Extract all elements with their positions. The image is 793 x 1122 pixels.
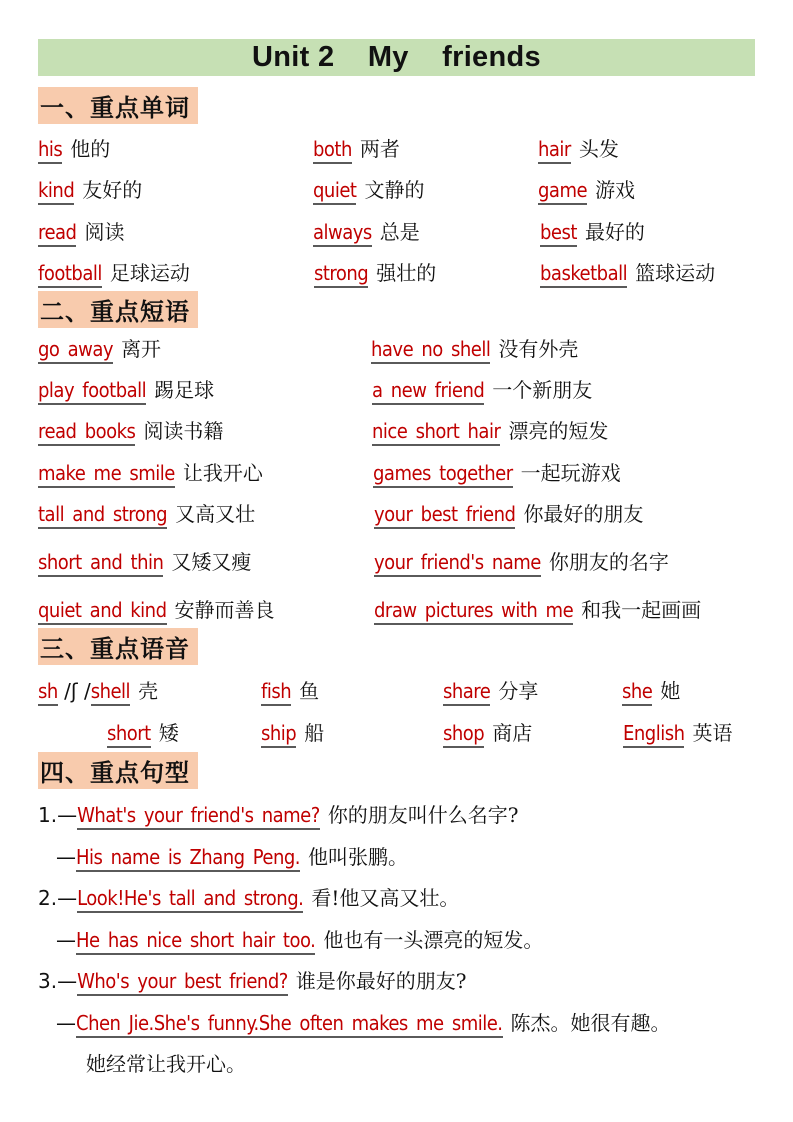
- sentence-en: He has nice short hair too.: [76, 928, 315, 955]
- phrase-item: [374, 594, 701, 625]
- word-item: [38, 257, 190, 288]
- word-zh: 文静的: [364, 178, 425, 202]
- sentence-prefix: —: [56, 845, 76, 869]
- phonics-word-en: English: [623, 721, 684, 748]
- phonics-word-zh: 她: [660, 679, 681, 703]
- phrase-zh: 漂亮的短发: [508, 419, 609, 443]
- phrase-zh: 没有外壳: [498, 337, 579, 361]
- word-item: [38, 174, 142, 205]
- section-heading-words: [38, 87, 198, 124]
- phonics-word-en: share: [443, 679, 490, 706]
- word-item: [38, 133, 110, 164]
- word-zh: 最好的: [584, 220, 645, 244]
- page-title: Unit 2 My friends: [252, 41, 541, 73]
- word-item: [540, 257, 715, 288]
- phrase-zh: 和我一起画画: [581, 598, 702, 622]
- section-heading-text: 四、重点句型: [40, 758, 190, 787]
- word-en: game: [538, 178, 587, 205]
- section-heading-phonics: [38, 628, 198, 665]
- phrase-item: [38, 498, 255, 529]
- word-en: best: [540, 220, 577, 247]
- sentence-item: [38, 799, 519, 830]
- phonics-word-zh: 矮: [158, 721, 179, 745]
- phonics-item: [107, 717, 179, 748]
- word-en: kind: [38, 178, 74, 205]
- word-zh: 他的: [70, 137, 111, 161]
- phrase-zh: 踢足球: [154, 378, 215, 402]
- phonics-word-en: she: [622, 679, 652, 706]
- word-zh: 两者: [359, 137, 400, 161]
- sentence-zh: 他也有一头漂亮的短发。: [323, 928, 544, 952]
- sentence-prefix: 1.—: [38, 803, 78, 827]
- sentence-zh: 谁是你最好的朋友?: [295, 969, 467, 993]
- phrase-en: play football: [38, 378, 146, 405]
- phonics-item: [261, 675, 319, 706]
- phonics-word-zh: 鱼: [299, 679, 320, 703]
- word-zh: 强壮的: [376, 261, 437, 285]
- word-zh: 足球运动: [109, 261, 190, 285]
- phonics-word-zh: 分享: [498, 679, 539, 703]
- phonics-letters: sh: [38, 679, 58, 706]
- sentence-en: His name is Zhang Peng.: [76, 845, 300, 872]
- word-zh: 游戏: [595, 178, 636, 202]
- phrase-zh: 阅读书籍: [143, 419, 224, 443]
- word-zh: 友好的: [82, 178, 143, 202]
- word-zh: 头发: [578, 137, 619, 161]
- sentence-zh: 你的朋友叫什么名字?: [327, 803, 519, 827]
- word-item: [538, 133, 619, 164]
- sentence-zh: 他叫张鹏。: [308, 845, 409, 869]
- sentence-zh: 看!他又高又壮。: [311, 886, 460, 910]
- phonics-word-en: fish: [261, 679, 291, 706]
- sentence-zh: 她经常让我开心。: [86, 1052, 246, 1076]
- page-title-bar: [38, 39, 755, 76]
- phonics-item: [443, 675, 538, 706]
- phrase-item: [374, 546, 669, 577]
- phrase-en: your friend's name: [374, 550, 541, 577]
- sentence-zh: 陈杰。她很有趣。: [510, 1011, 671, 1035]
- phrase-en: quiet and kind: [38, 598, 167, 625]
- sentence-en: Chen Jie.She's funny.She often makes me smile.: [76, 1011, 503, 1038]
- section-heading-phrases: [38, 291, 198, 328]
- phrase-zh: 你朋友的名字: [548, 550, 669, 574]
- word-item: [313, 133, 400, 164]
- phonics-item: [623, 717, 732, 748]
- phrase-en: tall and strong: [38, 502, 167, 529]
- word-item: [313, 216, 420, 247]
- sentence-item: [38, 965, 467, 996]
- phonics-word-zh: 商店: [492, 721, 533, 745]
- sentence-prefix: 2.—: [38, 886, 78, 910]
- phrase-item: [372, 374, 592, 405]
- word-zh: 阅读: [84, 220, 125, 244]
- word-en: quiet: [313, 178, 356, 205]
- phonics-rule: [38, 675, 158, 706]
- sentence-item: [56, 841, 408, 872]
- sentence-prefix: 3.—: [38, 969, 78, 993]
- phrase-zh: 安静而善良: [174, 598, 275, 622]
- phrase-en: draw pictures with me: [374, 598, 573, 625]
- word-en: both: [313, 137, 352, 164]
- word-en: basketball: [540, 261, 627, 288]
- phrase-en: go away: [38, 337, 113, 364]
- section-heading-text: 二、重点短语: [40, 297, 190, 326]
- phrase-item: [38, 415, 223, 446]
- phrase-en: nice short hair: [372, 419, 500, 446]
- phonics-word-en: shop: [443, 721, 484, 748]
- sentence-en: What's your friend's name?: [77, 803, 320, 830]
- section-heading-sentences: [38, 752, 198, 789]
- phrase-zh: 又矮又瘦: [171, 550, 252, 574]
- phonics-word-zh: 壳: [138, 679, 159, 703]
- phonics-word-zh: 船: [304, 721, 325, 745]
- word-en: hair: [538, 137, 571, 164]
- phonics-item: [622, 675, 680, 706]
- word-item: [540, 216, 645, 247]
- phrase-item: [38, 374, 214, 405]
- phrase-zh: 一起玩游戏: [520, 461, 621, 485]
- phrase-item: [371, 333, 578, 364]
- sentence-prefix: —: [56, 1011, 76, 1035]
- phrase-zh: 离开: [121, 337, 162, 361]
- phrase-item: [372, 415, 608, 446]
- phrase-item: [374, 498, 643, 529]
- word-en: always: [313, 220, 372, 247]
- phonics-item: [261, 717, 324, 748]
- phrase-en: read books: [38, 419, 135, 446]
- phrase-en: make me smile: [38, 461, 175, 488]
- word-zh: 总是: [379, 220, 420, 244]
- word-zh: 篮球运动: [635, 261, 716, 285]
- sentence-item: [38, 882, 459, 913]
- phrase-zh: 一个新朋友: [492, 378, 593, 402]
- word-item: [538, 174, 635, 205]
- word-en: his: [38, 137, 62, 164]
- phonics-item: [443, 717, 532, 748]
- sentence-en: Who's your best friend?: [77, 969, 288, 996]
- phrase-item: [38, 546, 251, 577]
- phrase-zh: 你最好的朋友: [523, 502, 644, 526]
- phrase-item: [38, 457, 263, 488]
- word-en: strong: [314, 261, 368, 288]
- sentence-continuation: [86, 1048, 246, 1077]
- phrase-zh: 又高又壮: [175, 502, 256, 526]
- phrase-item: [38, 594, 275, 625]
- sentence-item: [56, 1007, 671, 1038]
- phrase-en: short and thin: [38, 550, 163, 577]
- sentence-prefix: —: [56, 928, 76, 952]
- phrase-en: a new friend: [372, 378, 484, 405]
- phonics-word-en: ship: [261, 721, 296, 748]
- phonics-word-en: shell: [91, 679, 130, 706]
- word-en: read: [38, 220, 76, 247]
- phrase-en: your best friend: [374, 502, 515, 529]
- word-item: [314, 257, 436, 288]
- word-en: football: [38, 261, 102, 288]
- phonics-word-zh: 英语: [692, 721, 733, 745]
- section-heading-text: 三、重点语音: [40, 634, 190, 663]
- phrase-item: [373, 457, 621, 488]
- phrase-en: have no shell: [371, 337, 490, 364]
- phrase-en: games together: [373, 461, 513, 488]
- section-heading-text: 一、重点单词: [40, 93, 190, 122]
- sentence-item: [56, 924, 543, 955]
- word-item: [38, 216, 124, 247]
- word-item: [313, 174, 424, 205]
- sentence-en: Look!He's tall and strong.: [77, 886, 303, 913]
- phrase-item: [38, 333, 161, 364]
- phrase-zh: 让我开心: [182, 461, 263, 485]
- phonics-ipa: /ʃ /: [57, 679, 91, 703]
- phonics-word-en: short: [107, 721, 151, 748]
